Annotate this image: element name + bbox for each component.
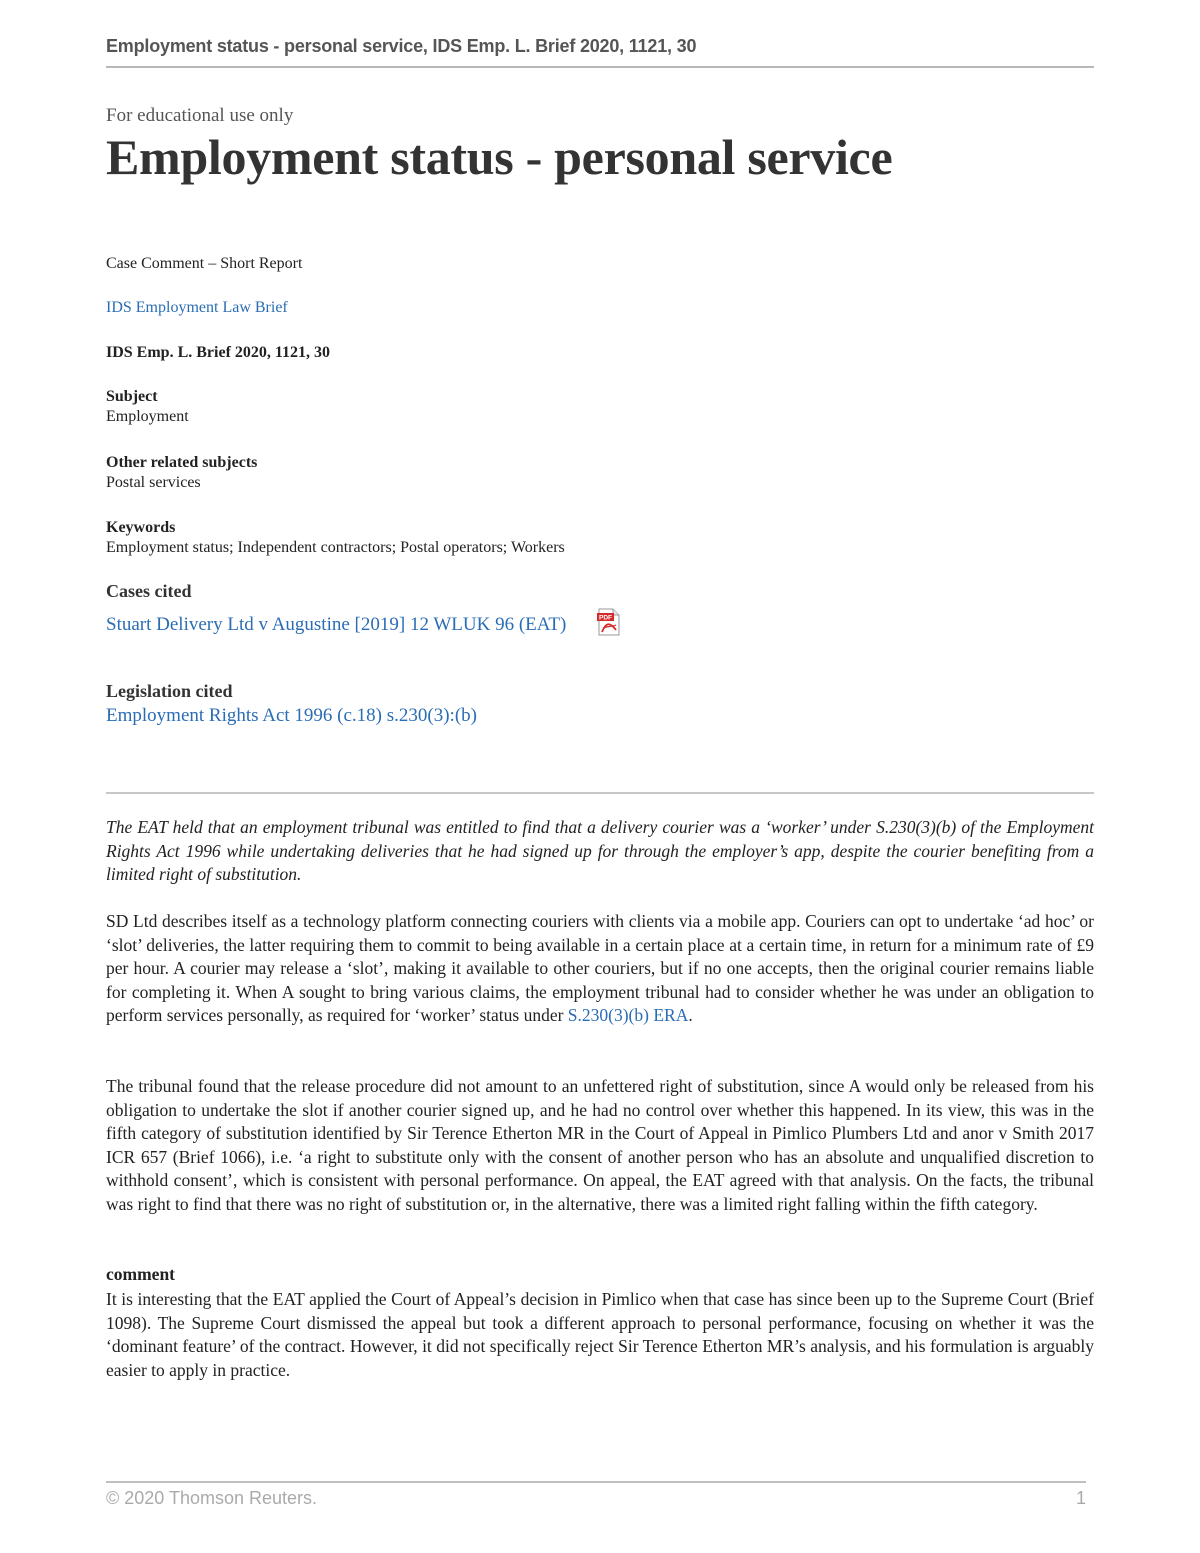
publication-link[interactable]: IDS Employment Law Brief: [106, 299, 288, 316]
other-subjects-block: [106, 454, 1094, 493]
other-subjects-label: Other related subjects: [106, 454, 258, 471]
content-divider: [106, 792, 1094, 794]
citation: IDS Emp. L. Brief 2020, 1121, 30: [106, 344, 331, 361]
summary-paragraph: The EAT held that an employment tribunal was entitled to find that a delivery courier was a ‘worker’ under S.230(3)(b) of the Employment Rights Act 1996 while undertaking deliveries that he had signed up for through the employer’s app, despite the courier benefiting from a limited right of substitution.: [106, 817, 1094, 884]
legislation-cited-heading: [106, 681, 1094, 702]
other-subjects-value: Postal services: [106, 474, 201, 491]
cited-case-link[interactable]: Stuart Delivery Ltd v Augustine [2019] 12 WLUK 96 (EAT): [106, 614, 567, 635]
cases-cited-label: Cases cited: [106, 581, 192, 601]
subject-label: Subject: [106, 388, 158, 405]
svg-text:PDF: PDF: [599, 614, 612, 622]
facts-paragraph: [106, 910, 1094, 1028]
running-head: Employment status - personal service, IDS Emp. L. Brief 2020, 1121, 30: [106, 36, 697, 56]
subject-block: [106, 388, 1094, 427]
comment-heading: comment: [106, 1264, 176, 1284]
subject-value: Employment: [106, 408, 189, 425]
legislation-link[interactable]: Employment Rights Act 1996 (c.18) s.230(3):(b): [106, 705, 477, 726]
cases-cited-heading: [106, 581, 1094, 602]
header-divider: [106, 66, 1094, 68]
keywords-label: Keywords: [106, 519, 176, 536]
case-comment-type: Case Comment – Short Report: [106, 255, 303, 272]
era-section-link[interactable]: S.230(3)(b) ERA: [567, 1005, 689, 1025]
educational-use-note: For educational use only: [106, 105, 294, 126]
keywords-value: Employment status; Independent contractors; Postal operators; Workers: [106, 539, 565, 556]
keywords-block: [106, 519, 1094, 558]
page-number: 1: [1076, 1488, 1087, 1508]
facts-text-end: .: [688, 1005, 693, 1025]
legislation-cited-label: Legislation cited: [106, 681, 233, 701]
footer-divider: [106, 1481, 1086, 1483]
facts-text: SD Ltd describes itself as a technology platform connecting couriers with clients via a mobile app. Couriers can opt to undertake ‘ad hoc’ or ‘slot’ deliveries, the latter requiring them to commit to being available in a certain place at a certain time, in return for a minimum rate of £9 per hour. A courier may release a ‘slot’, making it available to other couriers, but if no one accepts, then the original courier remains liable for completing it. When A sought to bring various claims, the employment tribunal had to consider whether he was under an obligation to perform services personally, as required for ‘worker’ status under: [106, 911, 1094, 1025]
comment-paragraph: It is interesting that the EAT applied the Court of Appeal’s decision in Pimlico when that case has since been up to the Supreme Court (Brief 1098). The Supreme Court dismissed the appeal but took a different approach to personal performance, focusing on whether it was the ‘dominant feature’ of the contract. However, it did not specifically reject Sir Terence Etherton MR’s analysis, and his formulation is arguably easier to apply in practice.: [106, 1289, 1094, 1380]
footer-copyright: © 2020 Thomson Reuters.: [106, 1488, 318, 1508]
pdf-icon[interactable]: [596, 608, 622, 636]
document-title: Employment status - personal service: [106, 129, 893, 185]
tribunal-paragraph: The tribunal found that the release procedure did not amount to an unfettered right of substitution, since A would only be released from his obligation to undertake the slot if another courier signed up, and he had no control over whether this happened. In its view, this was in the fifth category of substitution identified by Sir Terence Etherton MR in the Court of Appeal in Pimlico Plumbers Ltd and anor v Smith 2017 ICR 657 (Brief 1066), i.e. ‘a right to substitute only with the consent of another person who has an absolute and unqualified discretion to withhold consent’, which is consistent with personal performance. On appeal, the EAT agreed with that analysis. On the facts, the tribunal was right to find that there was no right of substitution or, in the alternative, there was a limited right falling within the fifth category.: [106, 1076, 1094, 1214]
